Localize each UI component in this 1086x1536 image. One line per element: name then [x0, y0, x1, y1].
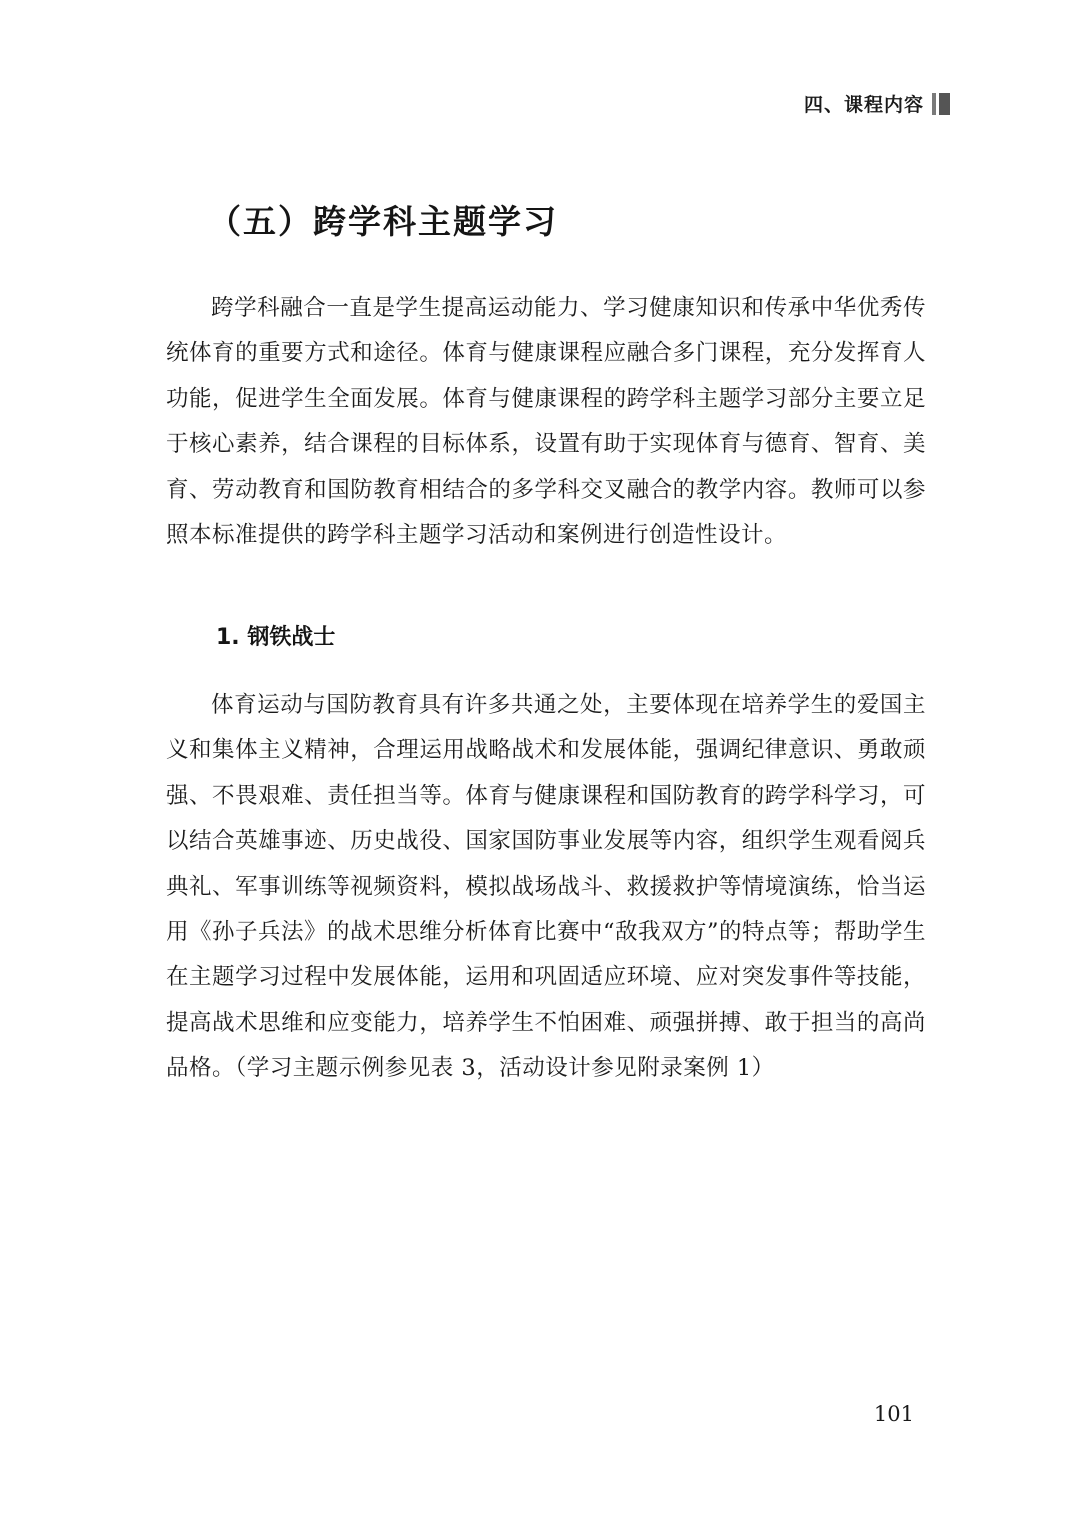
- section-title: （五）跨学科主题学习: [208, 202, 558, 241]
- page-number: 101: [873, 1402, 914, 1426]
- intro-paragraph: 跨学科融合一直是学生提高运动能力、学习健康知识和传承中华优秀传统体育的重要方式和途径。体育与健康课程应融合多门课程，充分发挥育人功能，促进学生全面发展。体育与健康课程的跨学科主题学习部分主要立足于核心素养，结合课程的目标体系，设置有助于实现体育与德育、智育、美育、劳动教育和国防教育相结合的多学科交叉融合的教学内容。教师可以参照本标准提供的跨学科主题学习活动和案例进行创造性设计。: [166, 295, 926, 549]
- header-bar-thick: [939, 93, 950, 115]
- header-bar-thin: [932, 93, 936, 115]
- running-header: [804, 90, 950, 117]
- header-bar-marks: [932, 93, 950, 115]
- subsection-title: 1. 钢铁战士: [216, 625, 336, 650]
- running-header-title: 四、课程内容: [803, 94, 924, 116]
- body-paragraph: 体育运动与国防教育具有许多共通之处，主要体现在培养学生的爱国主义和集体主义精神，合理运用战略战术和发展体能，强调纪律意识、勇敢顽强、不畏艰难、责任担当等。体育与健康课程和国防教育的跨学科学习，可以结合英雄事迹、历史战役、国家国防事业发展等内容，组织学生观看阅兵典礼、军事训练等视频资料，模拟战场战斗、救援救护等情境演练，恰当运用《孙子兵法》的战术思维分析体育比赛中“敌我双方”的特点等；帮助学生在主题学习过程中发展体能，运用和巩固适应环境、应对突发事件等技能，提高战术思维和应变能力，培养学生不怕困难、顽强拼搏、敢于担当的高尚品格。（学习主题示例参见表 3，活动设计参见附录案例 1）: [166, 692, 927, 1082]
